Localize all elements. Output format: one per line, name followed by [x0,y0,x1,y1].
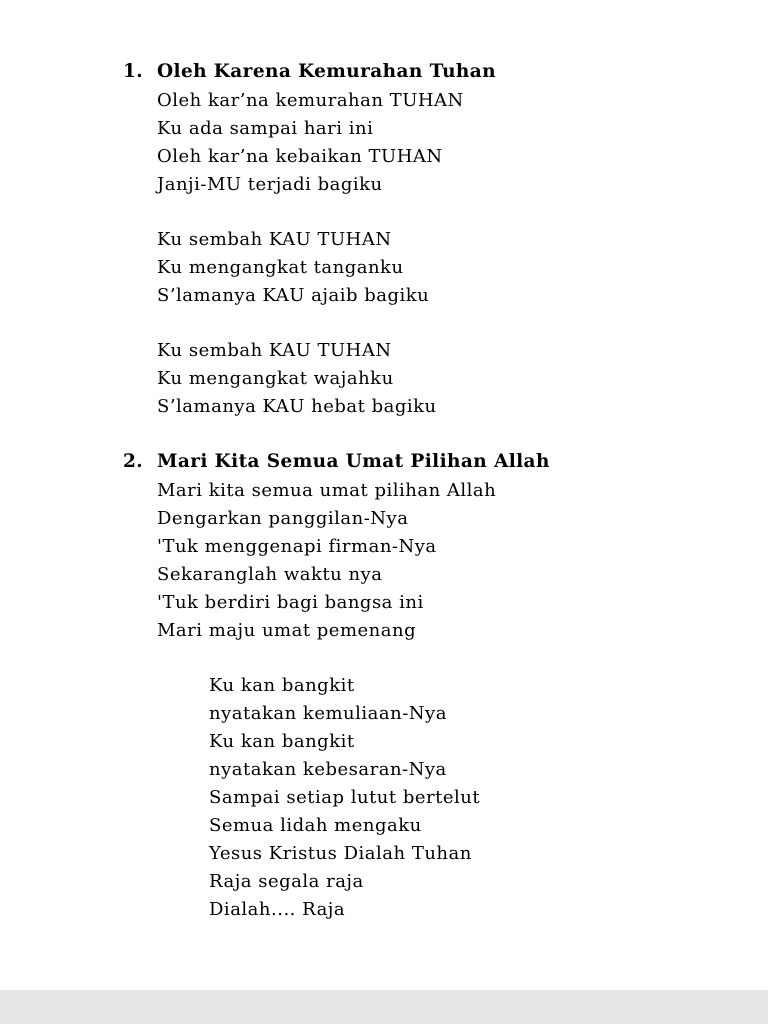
song-number: 1. [123,61,144,82]
song [123,448,728,924]
lyric-line: Ku sembah KAU TUHAN [157,229,392,250]
stanza [157,226,728,310]
chorus [209,672,728,924]
lyric-line: Ku mengangkat wajahku [157,368,394,389]
lyric-line: Dengarkan panggilan-Nya [157,508,409,529]
song-body [157,87,728,421]
lyric-line: 'Tuk berdiri bagi bangsa ini [157,592,424,613]
chorus-line: nyatakan kemuliaan-Nya [209,703,447,724]
lyric-line: S’lamanya KAU hebat bagiku [157,396,437,417]
song [123,58,728,421]
lyric-line: Ku ada sampai hari ini [157,118,374,139]
lyric-line: S’lamanya KAU ajaib bagiku [157,285,430,306]
lyric-line: Ku sembah KAU TUHAN [157,340,392,361]
lyric-line: Ku mengangkat tanganku [157,257,404,278]
songs-list [123,58,728,951]
lyric-line: Mari kita semua umat pilihan Allah [157,480,497,501]
lyric-line: Mari maju umat pemenang [157,620,417,641]
stanza [157,337,728,421]
song-title-text: Oleh Karena Kemurahan Tuhan [157,61,497,82]
song-title-text: Mari Kita Semua Umat Pilihan Allah [157,451,550,472]
lyric-line: 'Tuk menggenapi firman-Nya [157,536,437,557]
chorus-line: Dialah.... Raja [209,899,346,920]
chorus-line: Ku kan bangkit [209,731,355,752]
lyric-line: Sekaranglah waktu nya [157,564,383,585]
chorus-line: Ku kan bangkit [209,675,355,696]
song-title [123,448,728,476]
chorus-line: Semua lidah mengaku [209,815,422,836]
stanza [157,477,728,645]
chorus-line: Yesus Kristus Dialah Tuhan [209,843,472,864]
song-number: 2. [123,451,144,472]
chorus-line: nyatakan kebesaran-Nya [209,759,447,780]
lyric-line: Janji-MU terjadi bagiku [157,174,383,195]
song-body [157,477,728,924]
page-bottom-edge [0,990,768,1024]
song-title [123,58,728,86]
lyric-line: Oleh kar’na kebaikan TUHAN [157,146,443,167]
chorus-line: Raja segala raja [209,871,364,892]
chorus-line: Sampai setiap lutut bertelut [209,787,481,808]
lyric-line: Oleh kar’na kemurahan TUHAN [157,90,464,111]
stanza [157,87,728,199]
